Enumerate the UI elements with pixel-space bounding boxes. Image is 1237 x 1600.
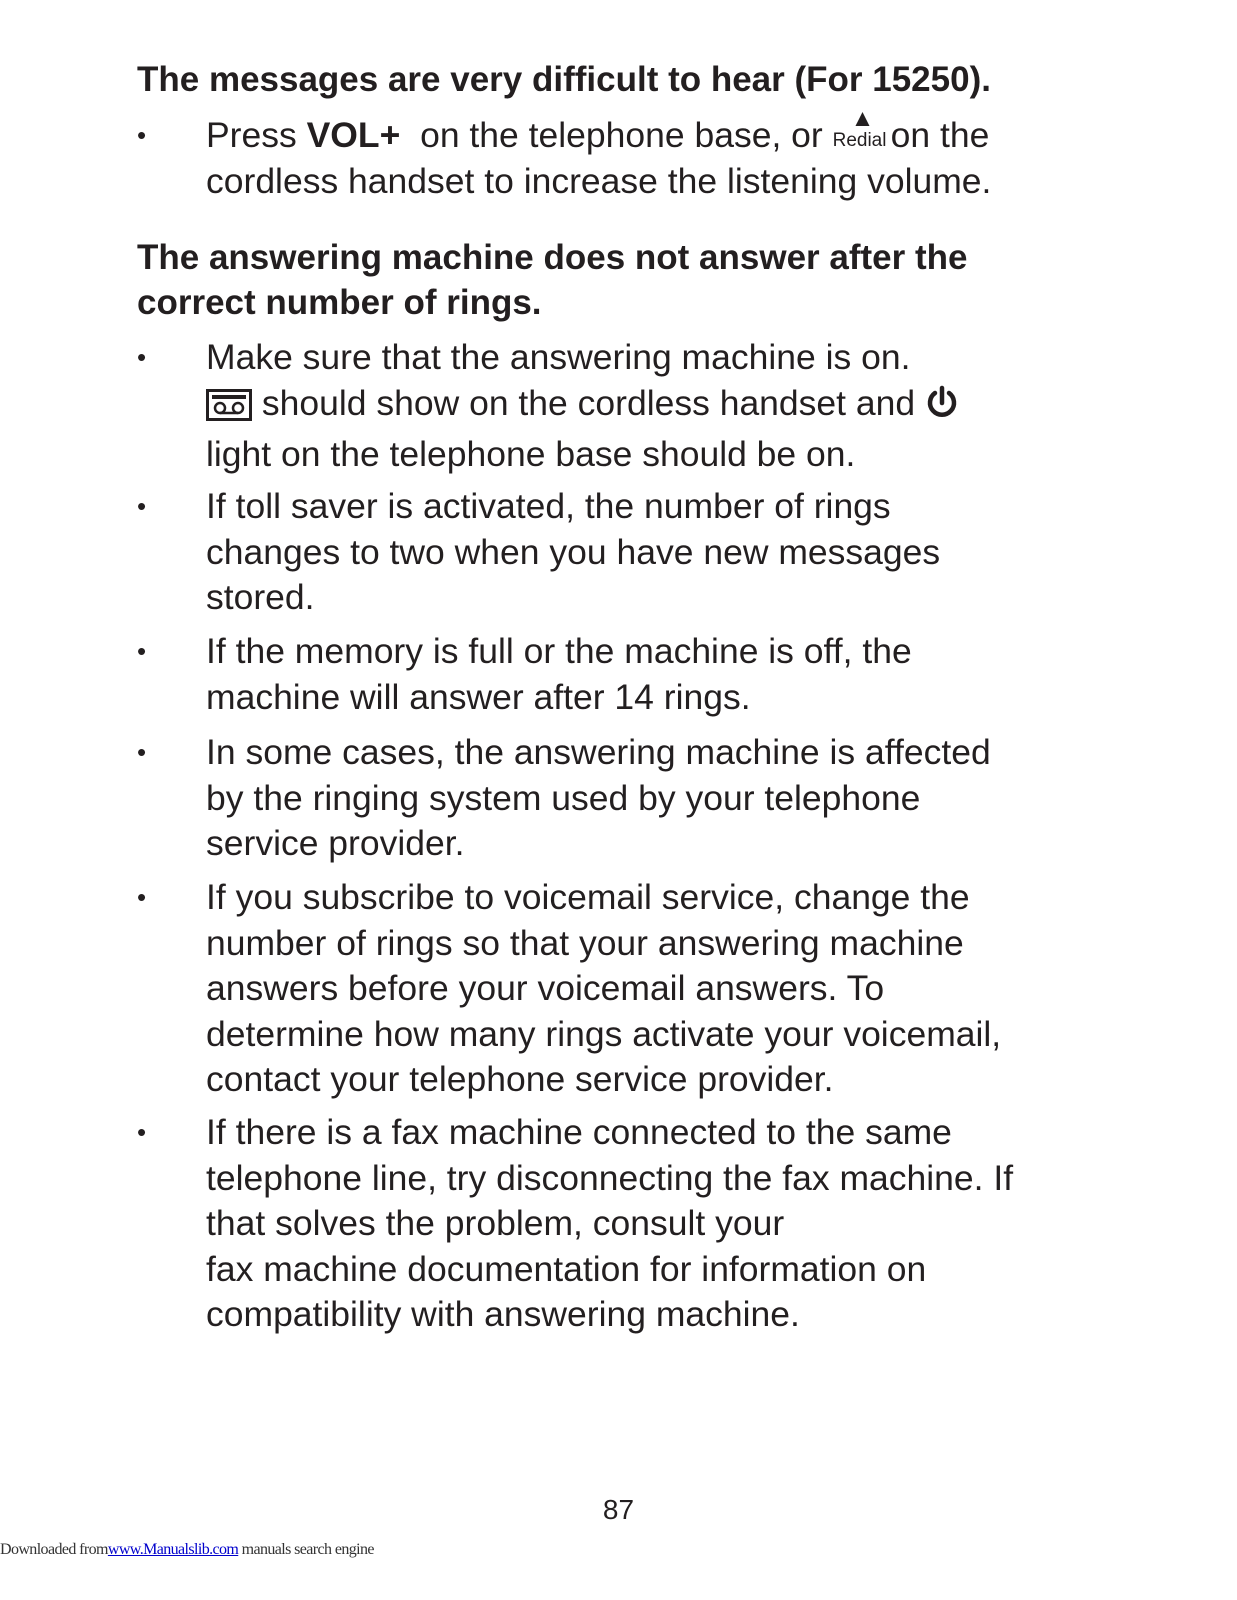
instruction-line-2: cordless handset to increase the listening volume. [206,160,992,201]
text-line: determine how many rings activate your voicemail, [206,1013,1002,1054]
text-line: answers before your voicemail answers. To [206,968,885,1008]
footer-suffix: manuals search engine [238,1541,374,1558]
section-heading-rings [137,235,1117,325]
text-line: If you subscribe to voicemail service, change the [206,877,970,917]
list-item-text [206,484,1106,621]
list-item-text [206,1110,1106,1338]
instruction-text: on the telephone base, or [420,115,823,155]
vol-plus-key: VOL+ [306,115,401,155]
list-item-text [206,875,1106,1103]
text-line: stored. [206,577,315,617]
bullet-point: • [137,491,147,521]
text-line: If the memory is full or the machine is off, the [206,631,912,671]
list-item-text [206,105,1106,204]
text-line: that solves the problem, consult your [206,1203,785,1243]
bullet-point: • [137,737,147,767]
redial-label: Redial [832,130,887,151]
text-line: fax machine documentation for information on [206,1248,927,1289]
text-line: In some cases, the answering machine is affected [206,732,991,772]
power-icon [925,385,959,433]
text-line: contact your telephone service provider. [206,1059,834,1099]
text-line: light on the telephone base should be on. [206,434,856,474]
text-segment: should show on the cordless handset and [261,382,916,423]
heading-line-2: correct number of rings. [137,283,542,322]
list-item-text [206,335,1106,478]
text-line: Make sure that the answering machine is on. [206,337,911,377]
answering-machine-icon [206,387,252,433]
up-arrow-icon: ▲ [850,105,875,132]
text-line: compatibility with answering machine. [206,1294,800,1334]
section-heading-difficult-to-hear: The messages are very difficult to hear (For 15250). [137,60,991,99]
press-text: Press [206,115,297,155]
text-line: by the ringing system used by your telephone [206,777,921,818]
footer-download-note [0,1541,374,1559]
list-item-text [206,629,1106,720]
manualslib-link[interactable]: www.Manualslib.com [107,1541,239,1558]
bullet-point: • [137,636,147,666]
page-number: 87 [602,1494,635,1525]
text-line: telephone line, try disconnecting the fax machine. If [206,1157,1014,1198]
list-item-text [206,730,1106,867]
footer-prefix: Downloaded from [0,1541,108,1558]
text-line: machine will answer after 14 rings. [206,676,751,717]
text-line: If toll saver is activated, the number of rings [206,486,891,526]
text-line: If there is a fax machine connected to the same [206,1112,952,1152]
bullet-point: • [137,1117,147,1147]
bullet-point: • [137,120,147,150]
heading-line-1: The answering machine does not answer after the [137,238,968,277]
text-line: number of rings so that your answering machine [206,922,964,963]
text-line: changes to two when you have new messages [206,531,941,572]
redial-up-key-icon [832,105,891,158]
bullet-point: • [137,882,147,912]
text-line: service provider. [206,823,465,863]
instruction-text-end: on the [890,115,990,155]
bullet-point: • [137,342,147,372]
